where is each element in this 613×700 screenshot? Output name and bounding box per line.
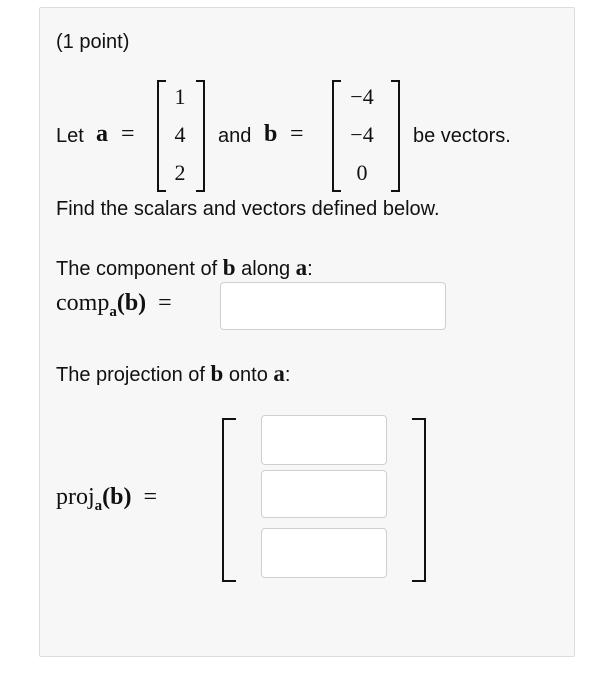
vector-a-symbol: a [295, 255, 308, 280]
component-label [56, 255, 313, 281]
component-label-prefix: The component of [56, 258, 218, 280]
component-operator [56, 290, 172, 321]
projection-label-prefix: The projection of [56, 364, 205, 386]
colon: : [284, 364, 291, 386]
equals-sign: = [290, 121, 304, 147]
left-bracket [332, 80, 341, 192]
component-label-mid: along [241, 258, 291, 280]
comp-operator-name: comp [56, 290, 110, 316]
proj-subscript: a [94, 497, 103, 514]
projection-answer-input-2[interactable] [261, 470, 387, 518]
equals-sign: = [143, 484, 158, 510]
equals-sign: = [158, 290, 172, 316]
component-answer-input[interactable] [220, 282, 446, 330]
vector-b-symbol: b [264, 121, 278, 147]
vector-a-symbol: a [273, 361, 285, 386]
be-vectors-text: be vectors. [413, 125, 511, 147]
projection-answer-input-3[interactable] [261, 528, 387, 578]
vector-b-entry-2: −4 [350, 122, 374, 147]
colon: : [307, 258, 313, 280]
projection-operator [56, 484, 157, 515]
comp-subscript: a [109, 303, 117, 320]
projection-answer-input-1[interactable] [261, 415, 387, 465]
vector-b-symbol: b [210, 361, 224, 386]
projection-label-mid: onto [228, 364, 268, 386]
proj-argument: (b) [102, 484, 132, 510]
left-bracket [222, 418, 236, 582]
vector-b-symbol: b [222, 255, 236, 280]
right-bracket [391, 80, 400, 192]
vector-b-entry-3: 0 [356, 160, 368, 185]
right-bracket [196, 80, 205, 192]
vector-a-entry-2: 4 [174, 122, 186, 147]
instruction-text: Find the scalars and vectors defined below. [56, 198, 440, 220]
points-label: (1 point) [56, 31, 130, 53]
projection-label [56, 361, 290, 387]
vector-a-entry-3: 2 [174, 160, 186, 185]
equals-sign: = [121, 121, 135, 147]
vector-a-entry-1: 1 [174, 84, 186, 109]
vector-a-symbol: a [96, 121, 108, 147]
let-text: Let [56, 125, 84, 147]
vector-b-entry-1: −4 [350, 84, 374, 109]
right-bracket [412, 418, 426, 582]
proj-operator-name: proj [56, 484, 95, 510]
comp-argument: (b) [116, 290, 147, 316]
and-text: and [218, 125, 252, 147]
